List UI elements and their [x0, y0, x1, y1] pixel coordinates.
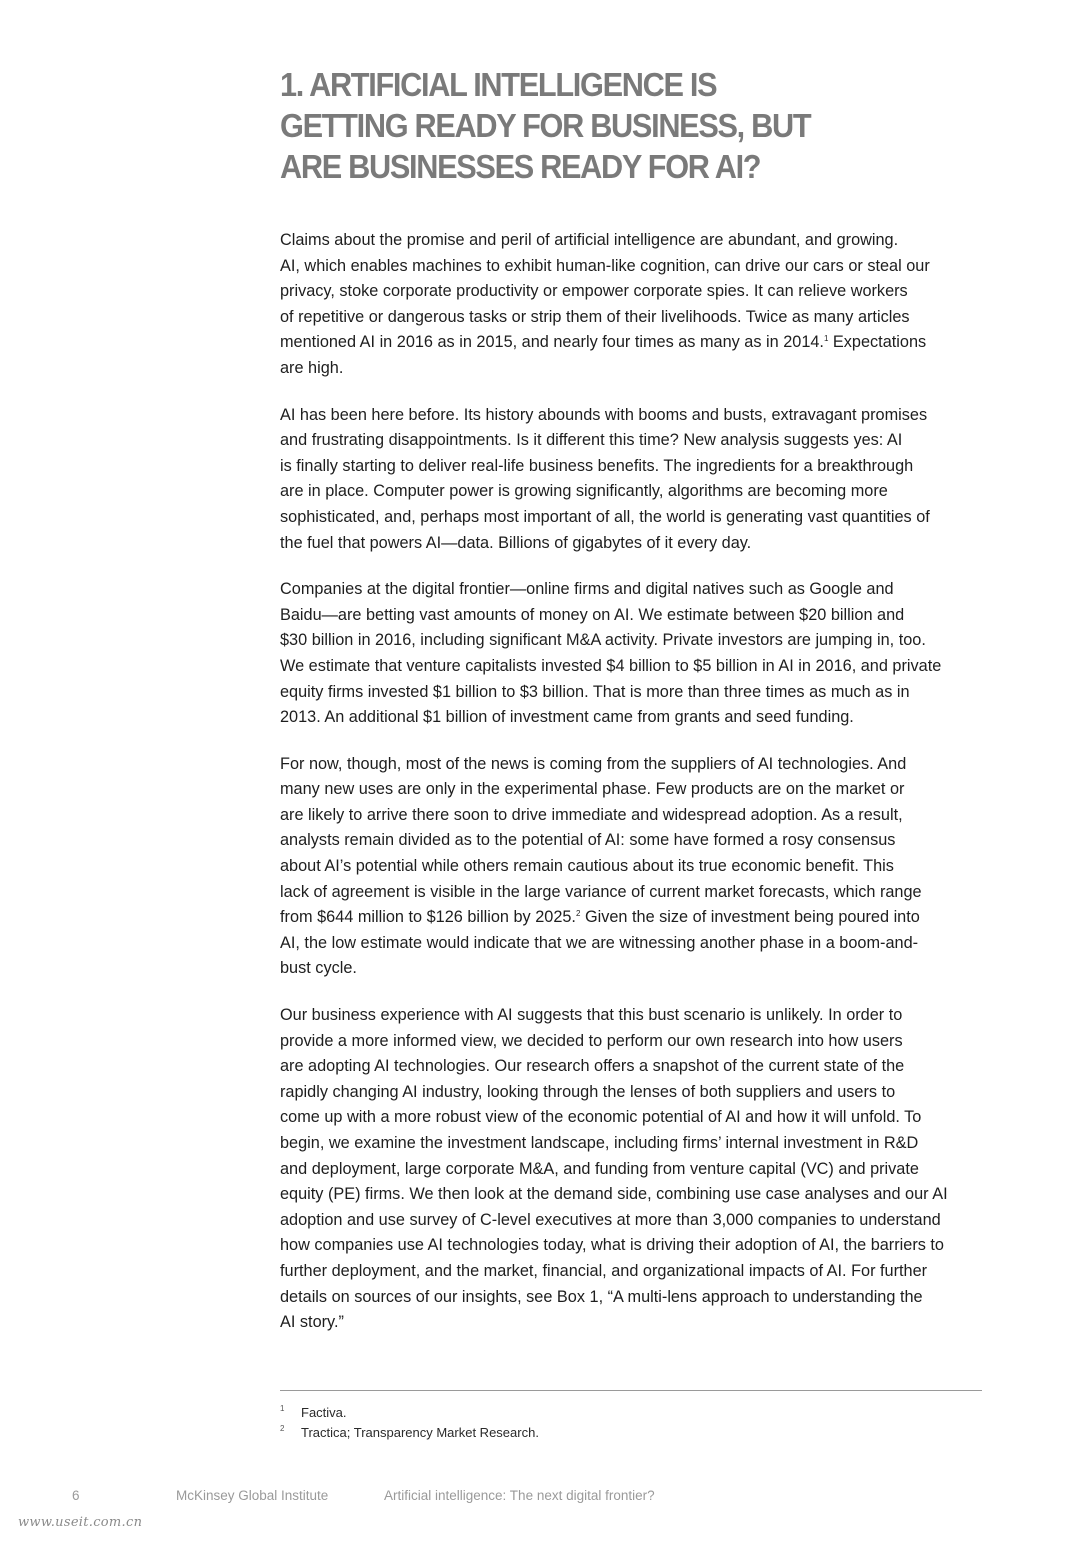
text-fragment: Given the size of investment being poured into — [580, 908, 920, 927]
page-number: 6 — [72, 1488, 80, 1503]
text-line: equity (PE) firms. We then look at the demand side, combining use case analyses and our AI — [280, 1185, 948, 1204]
text-line: sophisticated, and, perhaps most important of all, the world is generating vast quantities of — [280, 507, 930, 526]
footnote-text: Factiva. — [301, 1405, 347, 1420]
text-line: about AI’s potential while others remain cautious about its true economic benefit. This — [280, 857, 894, 876]
text-line: AI story.” — [280, 1313, 344, 1332]
footnote-text: Tractica; Transparency Market Research. — [301, 1425, 539, 1440]
watermark: www.useit.com.cn — [18, 1515, 143, 1530]
text-line: For now, though, most of the news is coming from the suppliers of AI technologies. And — [280, 754, 907, 773]
footnote-number: 1 — [280, 1404, 285, 1413]
text-line: are high. — [280, 358, 344, 377]
paragraph-1 — [280, 228, 988, 382]
text-line: Companies at the digital frontier—online firms and digital natives such as Google and — [280, 580, 894, 599]
text-line — [280, 330, 988, 356]
text-line: come up with a more robust view of the economic potential of AI and how it will unfold. To — [280, 1108, 922, 1127]
text-line: begin, we examine the investment landscape, including firms’ internal investment in R&D — [280, 1134, 919, 1152]
text-line: provide a more informed view, we decided to perform our own research into how users — [280, 1031, 903, 1050]
paragraph-5 — [280, 1003, 988, 1336]
body-text — [280, 228, 988, 1357]
text-line: AI has been here before. Its history abounds with booms and busts, extravagant promises — [280, 405, 928, 424]
footnote-divider — [280, 1390, 982, 1391]
text-line: Our business experience with AI suggests that this bust scenario is unlikely. In order to — [280, 1006, 903, 1025]
text-line: privacy, stoke corporate productivity or empower corporate spies. It can relieve workers — [280, 282, 908, 301]
text-fragment: mentioned AI in 2016 as in 2015, and nearly four times as many as in 2014. — [280, 333, 824, 352]
text-line: of repetitive or dangerous tasks or strip them of their livelihoods. Twice as many articles — [280, 307, 910, 326]
footer-report-title: Artificial intelligence: The next digital frontier? — [384, 1488, 655, 1503]
footnote-ref-1[interactable]: 1 — [823, 334, 829, 344]
title-line-1: 1. ARTIFICIAL INTELLIGENCE IS — [280, 66, 717, 103]
text-line: Claims about the promise and peril of artificial intelligence are abundant, and growing. — [280, 231, 899, 249]
text-line: bust cycle. — [280, 959, 357, 978]
text-line: how companies use AI technologies today, what is driving their adoption of AI, the barriers to — [280, 1236, 944, 1255]
text-line: the fuel that powers AI—data. Billions of gigabytes of it every day. — [280, 533, 752, 552]
title-line-2: GETTING READY FOR BUSINESS, BUT — [280, 107, 811, 144]
footnote-2 — [280, 1423, 980, 1443]
title-line-3: ARE BUSINESSES READY FOR AI? — [280, 148, 761, 185]
text-line: rapidly changing AI industry, looking through the lenses of both suppliers and users to — [280, 1082, 896, 1101]
text-line: and frustrating disappointments. Is it different this time? New analysis suggests yes: AI — [280, 431, 903, 450]
text-fragment: from $644 million to $126 billion by 2025. — [280, 908, 576, 927]
text-line: is finally starting to deliver real-life business benefits. The ingredients for a breakthrough — [280, 456, 914, 475]
text-line: $30 billion in 2016, including significant M&A activity. Private investors are jumping in, too. — [280, 631, 926, 650]
footnote-1 — [280, 1403, 980, 1423]
text-line: 2013. An additional $1 billion of investment came from grants and seed funding. — [280, 708, 854, 727]
text-line: many new uses are only in the experimental phase. Few products are on the market or — [280, 780, 905, 799]
text-line: AI, which enables machines to exhibit human-like cognition, can drive our cars or steal our — [280, 256, 930, 275]
text-line: analysts remain divided as to the potential of AI: some have formed a rosy consensus — [280, 831, 896, 850]
text-line: and deployment, large corporate M&A, and funding from venture capital (VC) and private — [280, 1159, 919, 1178]
footer-organization: McKinsey Global Institute — [176, 1488, 329, 1503]
text-line: AI, the low estimate would indicate that we are witnessing another phase in a boom-and- — [280, 933, 919, 952]
text-line — [280, 905, 988, 931]
text-line: equity firms invested $1 billion to $3 billion. That is more than three times as much as in — [280, 682, 910, 701]
text-line: are adopting AI technologies. Our research offers a snapshot of the current state of the — [280, 1057, 905, 1076]
text-line: details on sources of our insights, see Box 1, “A multi-lens approach to understanding the — [280, 1287, 923, 1306]
text-fragment: Expectations — [828, 333, 927, 352]
text-line: are likely to arrive there soon to drive immediate and widespread adoption. As a result, — [280, 805, 903, 824]
footnote-ref-2[interactable]: 2 — [575, 909, 581, 919]
paragraph-2 — [280, 403, 988, 557]
text-line: further deployment, and the market, financial, and organizational impacts of AI. For further — [280, 1261, 928, 1280]
footnote-number: 2 — [280, 1424, 285, 1433]
text-line: Baidu—are betting vast amounts of money on AI. We estimate between $20 billion and — [280, 605, 905, 624]
paragraph-4 — [280, 752, 988, 982]
text-line: lack of agreement is visible in the large variance of current market forecasts, which range — [280, 882, 922, 901]
footnotes — [280, 1403, 980, 1443]
text-line: are in place. Computer power is growing significantly, algorithms are becoming more — [280, 482, 888, 501]
text-line: We estimate that venture capitalists invested $4 billion to $5 billion in AI in 2016, and private — [280, 656, 942, 675]
paragraph-3 — [280, 577, 988, 731]
page-title — [280, 64, 931, 187]
text-line: adoption and use survey of C-level executives at more than 3,000 companies to understand — [280, 1210, 941, 1229]
